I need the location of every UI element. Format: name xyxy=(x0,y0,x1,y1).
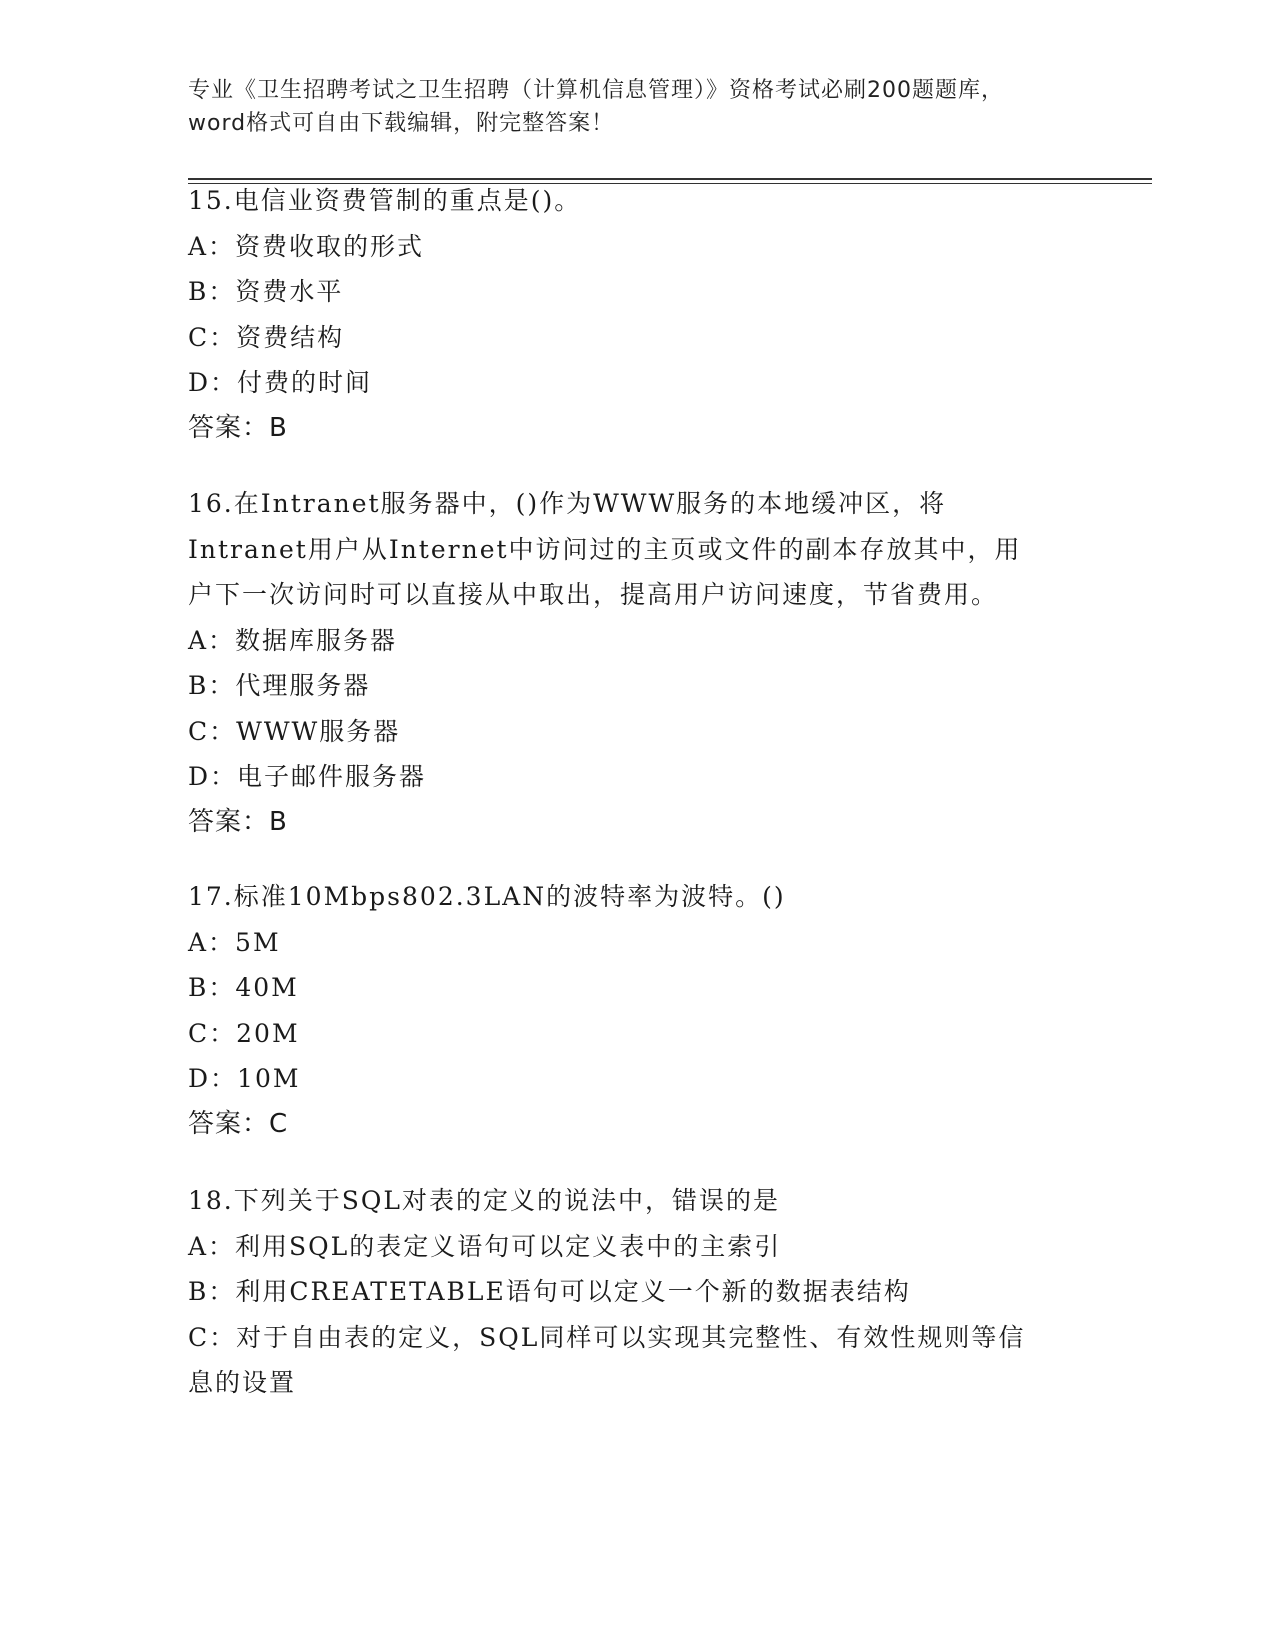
question-stem xyxy=(188,874,1088,920)
question-stem-line: 18.下列关于SQL对表的定义的说法中，错误的是 xyxy=(188,1186,780,1215)
option-d: D：10M xyxy=(188,1064,301,1093)
answer-label: 答案：B xyxy=(188,806,288,837)
option-c: C：对于自由表的定义，SQL同样可以实现其完整性、有效性规则等信 xyxy=(188,1322,1026,1352)
option-c: C：WWW服务器 xyxy=(188,716,401,746)
option-a: A：利用SQL的表定义语句可以定义表中的主索引 xyxy=(188,1231,782,1261)
option-b: B：代理服务器 xyxy=(188,671,371,700)
question-stem-line: 户下一次访问时可以直接从中取出，提高用户访问速度，节省费用。 xyxy=(188,580,999,609)
answer-label: 答案：C xyxy=(188,1108,289,1139)
question-16 xyxy=(188,481,1088,845)
question-stem xyxy=(188,1178,1088,1224)
answer-label: 答案：B xyxy=(188,412,288,443)
option-a: A：数据库服务器 xyxy=(188,625,398,655)
option-b: B：利用CREATETABLE语句可以定义一个新的数据表结构 xyxy=(188,1277,911,1306)
question-15 xyxy=(188,178,1088,451)
question-stem-line: 17.标准10Mbps802.3LAN的波特率为波特。() xyxy=(188,882,786,911)
question-stem-line: 15.电信业资费管制的重点是()。 xyxy=(188,186,582,215)
question-stem-line: 16.在Intranet服务器中，()作为WWW服务的本地缓冲区，将 xyxy=(188,489,947,518)
question-17 xyxy=(188,874,1088,1147)
question-18 xyxy=(188,1178,1088,1406)
header-line-1: 专业《卫生招聘考试之卫生招聘（计算机信息管理）》资格考试必刷200题题库， xyxy=(188,78,1004,103)
question-stem-line: Intranet用户从Internet中访问过的主页或文件的副本存放其中，用 xyxy=(188,534,1022,564)
question-stem xyxy=(188,178,1088,224)
option-a: A：5M xyxy=(188,927,281,957)
option-b: B：40M xyxy=(188,973,299,1002)
option-b: B：资费水平 xyxy=(188,277,344,306)
option-c-continued: 息的设置 xyxy=(188,1368,297,1397)
option-a: A：资费收取的形式 xyxy=(188,231,425,261)
option-d: D：付费的时间 xyxy=(188,368,373,397)
option-c: C：20M xyxy=(188,1018,300,1048)
option-d: D：电子邮件服务器 xyxy=(188,762,427,791)
question-stem xyxy=(188,481,1088,618)
option-c: C：资费结构 xyxy=(188,322,345,352)
document-header xyxy=(188,74,1088,140)
header-line-2: word格式可自由下载编辑，附完整答案！ xyxy=(188,111,615,136)
